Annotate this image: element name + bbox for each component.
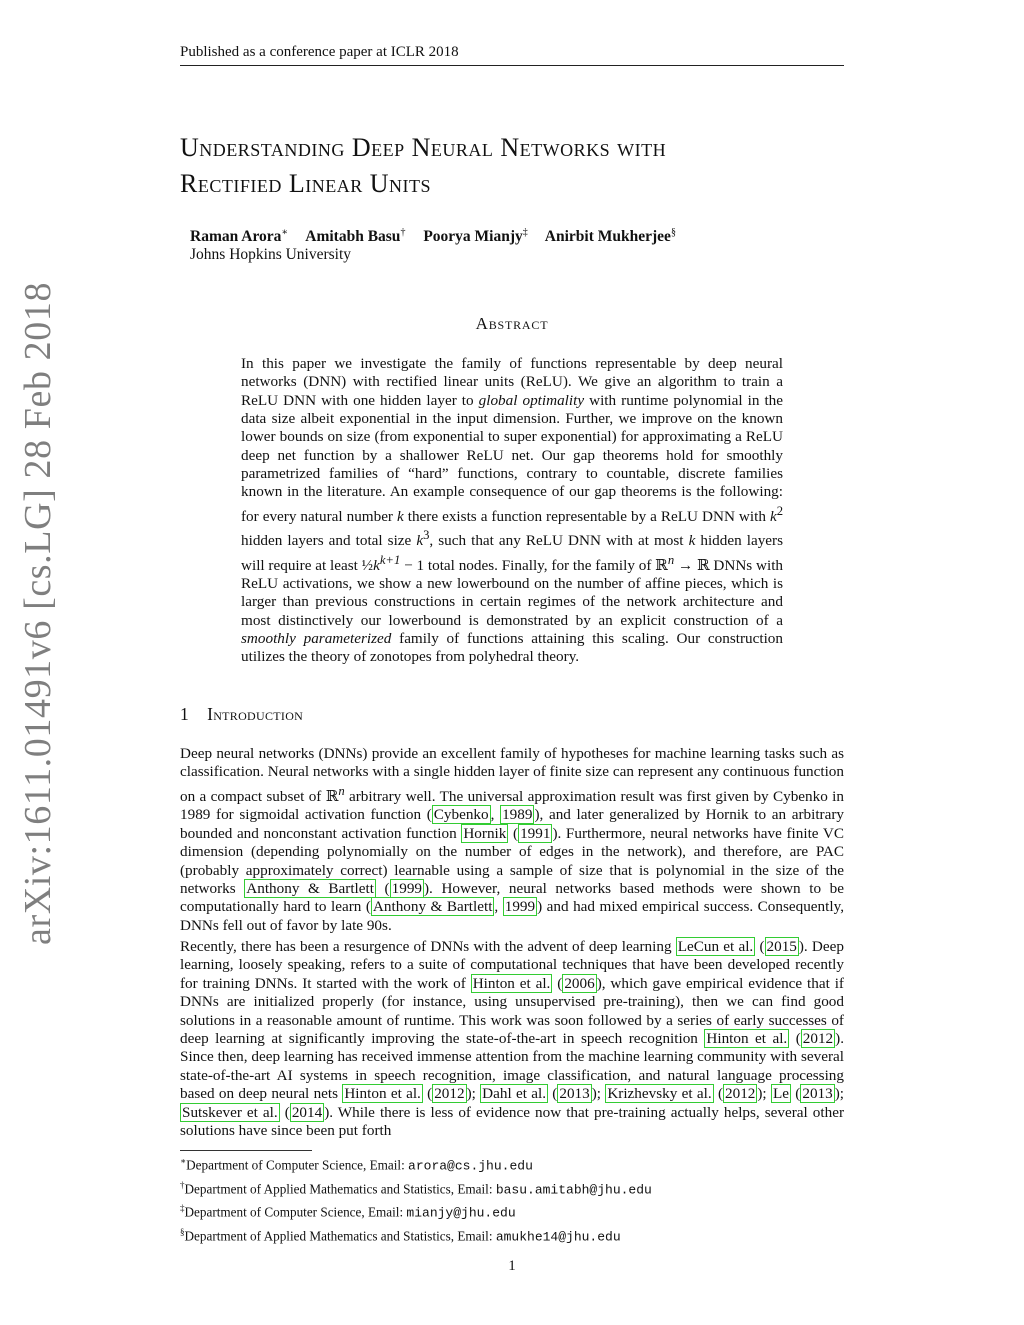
email-address: basu.amitabh@jhu.edu	[495, 1182, 652, 1198]
section-heading	[180, 704, 303, 725]
citation-link[interactable]: 2012	[725, 1085, 756, 1103]
footnote: †Department of Applied Mathematics and Statistics, Email: basu.amitabh@jhu.edu	[180, 1179, 652, 1198]
citation-link[interactable]: Le	[772, 1085, 789, 1103]
email-address: amukhe14@jhu.edu	[495, 1229, 621, 1245]
email-address: mianjy@jhu.edu	[406, 1205, 516, 1221]
footnote: ∗Department of Computer Science, Email: arora@cs.jhu.edu	[180, 1156, 533, 1174]
citation-link[interactable]: 1989	[502, 806, 533, 824]
abstract-heading: Abstract	[475, 314, 549, 333]
footnotes	[180, 1152, 844, 1247]
citation-link[interactable]: 2012	[802, 1030, 834, 1048]
citation-link[interactable]: Anthony & Bartlett	[246, 879, 374, 897]
citation-link[interactable]: Krizhevsky et al.	[607, 1085, 712, 1103]
citation-link[interactable]: LeCun et al.	[677, 938, 754, 955]
citation-link[interactable]: 2006	[564, 974, 595, 992]
author: Anirbit Mukherjee§	[544, 227, 676, 246]
citation-link[interactable]: 1999	[504, 898, 536, 916]
author-list	[190, 227, 690, 246]
citation-link[interactable]: Dahl et al.	[482, 1085, 546, 1103]
affiliation: Johns Hopkins University	[190, 246, 352, 263]
footnote-mark: †	[400, 227, 406, 238]
header-rule	[180, 65, 844, 66]
citation-link[interactable]: Hinton et al.	[344, 1085, 421, 1103]
citation-link[interactable]: Sutskever et al.	[182, 1103, 278, 1121]
author: Poorya Mianjy‡	[423, 227, 528, 246]
arxiv-watermark: arXiv:1611.01491v6 [cs.LG] 28 Feb 2018	[17, 281, 59, 945]
citation-link[interactable]: Cybenko	[433, 806, 489, 824]
citation-link[interactable]: 1999	[391, 879, 422, 897]
citation-link[interactable]: 2014	[291, 1103, 323, 1121]
citation-link[interactable]: Hornik	[463, 824, 507, 842]
footnote: §Department of Applied Mathematics and Statistics, Email: amukhe14@jhu.edu	[180, 1227, 621, 1245]
page-number: 1	[508, 1258, 516, 1274]
citation-link[interactable]: 2013	[559, 1085, 590, 1103]
intro-paragraph-2: Recently, there has been a resurgence of DNNs with the advent of deep learning LeCun et al. ( 2015 ). Deep learning, loosely speaking, refers to a suite of computational techniques that have been developed recently for training DNNs. It started with the work of Hinton et al. ( 2006 ), which gave empirical evidence that if DNNs are initialized properly (for instance, using unsupervised pre-training), then we can find good solutions in a reasonable amount of runtime. This work was soon followed by a series of early successes of deep learning at significantly improving the state-of-the-art in speech recognition Hinton et al. ( 2012 ). Since then, deep learning has received immense attention from the machine learning community with several state-of-the-art AI systems in speech recognition, image classification, and natural language processing based on deep neural nets Hinton et al. ( 2012 ); Dahl et al. ( 2013 ); Krizhevsky et al. ( 2012 ); Le ( 2013 ); Sutskever et al. ( 2014 ). While there is less of evidence now that pre-training actually helps, several other solutions have since been put forth	[180, 938, 845, 1140]
citation-link[interactable]: Hinton et al.	[706, 1030, 788, 1048]
abstract-body: In this paper we investigate the family of functions representable by deep neural networks (DNN) with rectified linear units (ReLU). We give an algorithm to train a ReLU DNN with one hidden layer to global optimality with runtime polynomial in the data size albeit exponential in the input dimension. Further, we improve on the known lower bounds on size (from exponential to super exponential) for approximating a ReLU deep net function by a shallower ReLU net. Our gap theorems hold for smoothly parametrized families of “hard” functions, contrary to countable, discrete families known in the literature. An example consequence of our gap theorems is the following: for every natural number k there exists a function representable by a ReLU DNN with $k^2$ hidden layers and total size $k^3$, such that any ReLU DNN with at most k hidden layers will require at least $\frac{1}{2}k^{k+1} - 1$ total nodes. Finally, for the family of ℝ$^n$ → ℝ DNNs with ReLU activations, we show a new lowerbound on the number of affine pieces, which is larger than previous constructions in certain regimes of the network architecture and most distinctively our lowerbound is demonstrated by an explicit construction of a smoothly parameterized family of functions attaining this scaling. Our construction utilizes the theory of zonotopes from polyhedral theory.	[241, 355, 784, 666]
section-number: 1	[180, 704, 190, 724]
citation-link[interactable]: 2013	[802, 1085, 833, 1103]
intro-paragraph-1: Deep neural networks (DNNs) provide an excellent family of hypotheses for machine learning tasks such as classification. Neural networks with a single hidden layer of finite size can represent any continuous function on a compact subset of ℝ$^n$ arbitrary well. The universal approximation result was first given by Cybenko in 1989 for sigmoidal activation function ( Cybenko , 1989 ), and later generalized by Hornik to an arbitrary bounded and nonconstant activation function Hornik ( 1991 ). Furthermore, neural networks have finite VC dimension (depending polynomially on the number of edges in the network), and therefore, are PAC (probably approximately correct) learnable using a sample of size that is polynomial in the size of the networks Anthony & Bartlett ( 1999 ). However, neural networks based methods were shown to be computationally hard to learn ( Anthony & Bartlett , 1999 ) and had mixed empirical success. Consequently, DNNs fell out of favor by late 90s.	[180, 745, 845, 934]
citation-link[interactable]: Anthony & Bartlett	[372, 898, 493, 916]
title-line-2: Rectified Linear Units	[180, 169, 431, 198]
citation-link[interactable]: 1991	[520, 824, 551, 842]
author: Amitabh Basu†	[305, 227, 406, 246]
title-line-1: Understanding Deep Neural Networks with	[180, 133, 667, 162]
footnote: ‡Department of Computer Science, Email: mianjy@jhu.edu	[180, 1203, 516, 1221]
footnote-mark: ‡	[522, 227, 528, 238]
citation-link[interactable]: Hinton et al.	[472, 974, 551, 992]
email-address: arora@cs.jhu.edu	[408, 1158, 533, 1174]
running-header: Published as a conference paper at ICLR 2018	[180, 44, 459, 60]
paper-title	[180, 130, 844, 202]
citation-link[interactable]: 2015	[766, 938, 797, 955]
section-title: Introduction	[207, 704, 304, 724]
citation-link[interactable]: 2012	[434, 1085, 465, 1103]
footnote-mark: ∗	[281, 227, 289, 238]
footnote-rule	[180, 1150, 312, 1151]
author: Raman Arora∗	[190, 227, 289, 246]
footnote-mark: §	[670, 227, 676, 238]
